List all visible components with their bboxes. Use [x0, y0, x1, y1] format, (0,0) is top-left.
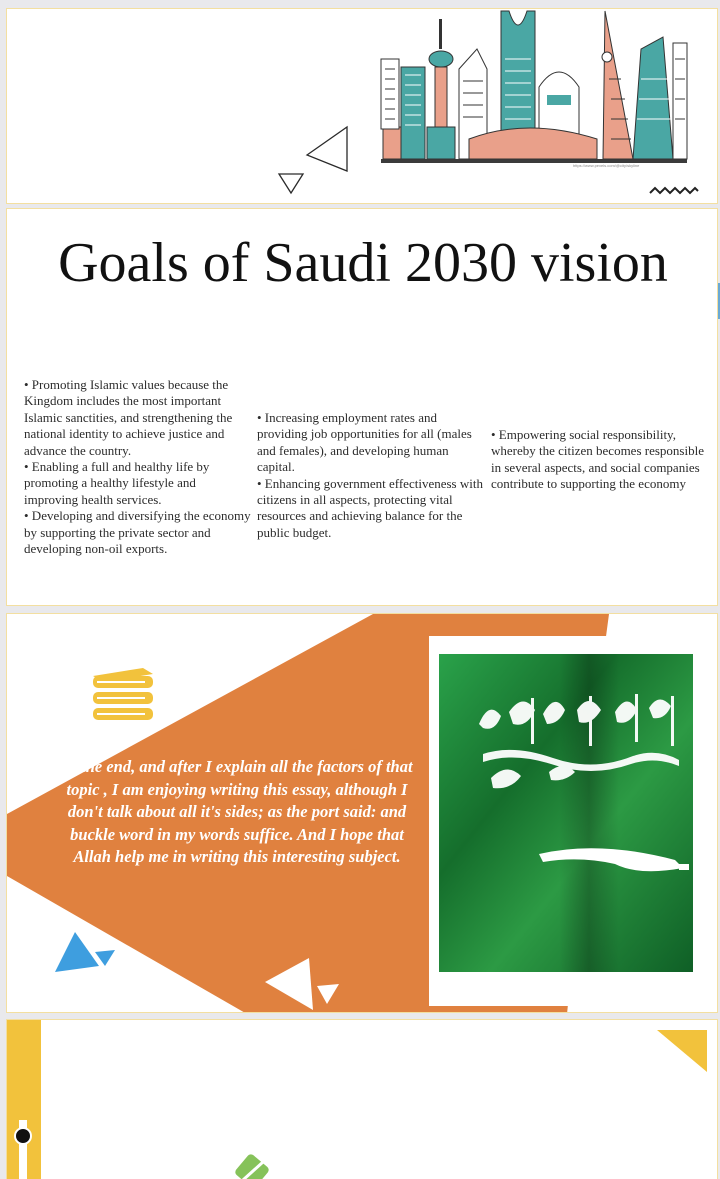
goals-column-1	[24, 377, 252, 557]
yellow-corner-icon	[657, 1030, 707, 1072]
timeline-dot-icon	[15, 1128, 31, 1144]
green-diamond-icon	[234, 1153, 271, 1179]
goal-item: • Enhancing government effectiveness with citizens in all aspects, protecting vital resources and achieving balance for the public budget.	[257, 475, 483, 540]
triangle-outline-icon	[307, 127, 347, 171]
city-skyline-illustration	[381, 11, 687, 163]
goal-item: • Promoting Islamic values because the Kingdom includes the most important Islamic sanctities, and strengthening the national identity to achieve justice and advance the country.	[24, 377, 233, 458]
goal-item: • Developing and diversifying the economy by supporting the private sector and developing non-oil exports.	[24, 508, 251, 557]
zigzag-icon	[650, 188, 698, 193]
goal-item: • Enabling a full and healthy life by promoting a healthy lifestyle and improving health services.	[24, 459, 210, 507]
goal-item: • Increasing employment rates and providing job opportunities for all (males and females), and developing human capital.	[257, 410, 472, 475]
slide-goals	[6, 208, 718, 606]
triangle-outline-icon	[279, 174, 303, 193]
goal-item: • Empowering social responsibility, whereby the citizen becomes responsible in several aspects, and social companies contribute to supporting the economy	[491, 427, 704, 492]
blue-triangle-icon	[95, 950, 115, 966]
goals-column-3	[491, 427, 713, 493]
page-title: Goals of Saudi 2030 vision	[58, 232, 668, 294]
slide1-graphics	[7, 9, 718, 204]
slide4-graphics	[7, 1020, 718, 1179]
slide-conclusion	[6, 613, 718, 1013]
slide-timeline	[6, 1019, 718, 1179]
conclusion-text: At the end, and after I explain all the factors of that topic , I am enjoying writing this essay, although I don't talk about all it's sides; as the port said: and buckle word in my words suffice. And I hope that Allah help me in writing this interesting subject.	[61, 757, 413, 866]
image-credit: https://www.pexels.com/@city/skyline	[573, 163, 640, 168]
slide-skyline	[6, 8, 718, 204]
books-icon	[93, 668, 153, 720]
blue-triangle-icon	[55, 932, 99, 972]
goals-column-2	[257, 410, 485, 541]
saudi-flag-image	[439, 654, 693, 972]
